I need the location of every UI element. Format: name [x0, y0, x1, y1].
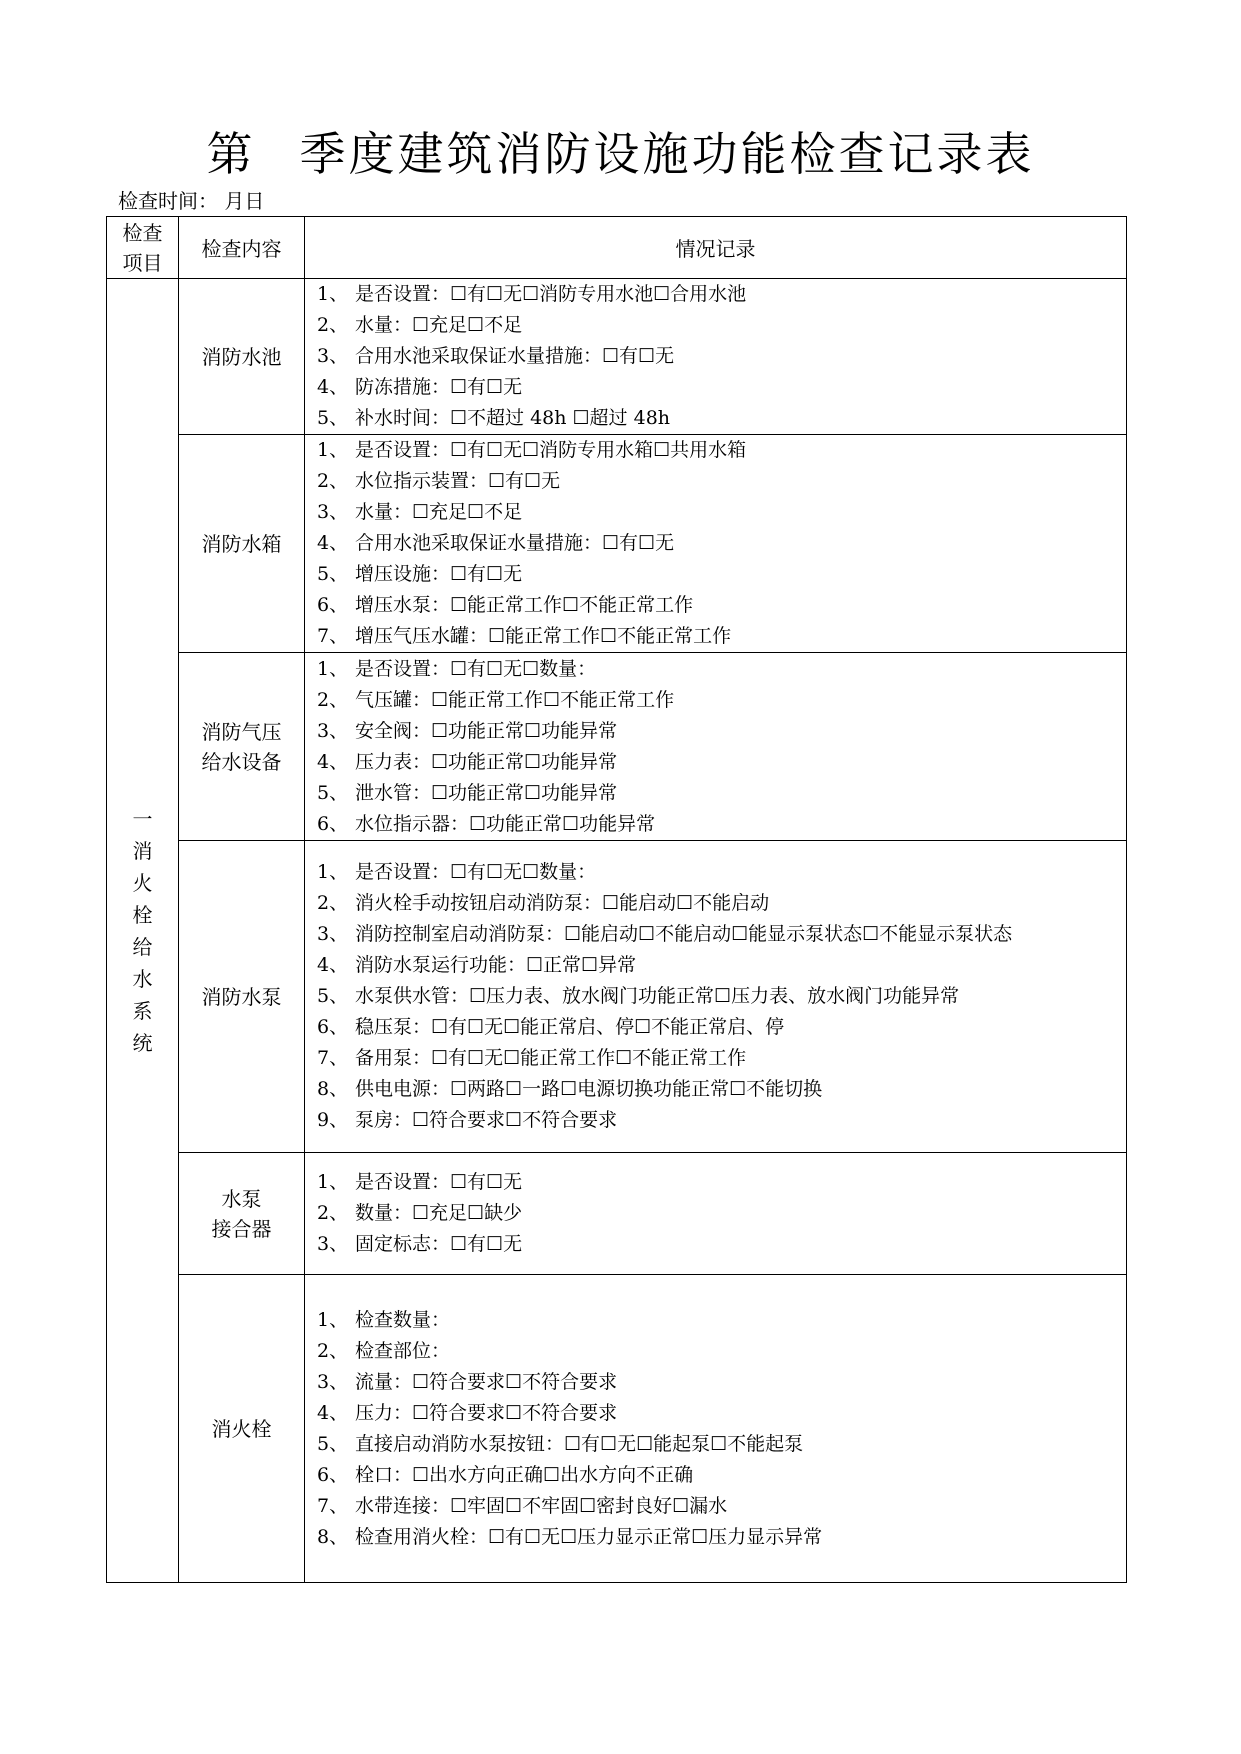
- record-line-number: 6、: [317, 812, 349, 835]
- page-title: [0, 118, 1241, 184]
- record-line-text: 泄水管：☐功能正常☐功能异常: [355, 781, 618, 804]
- record-line: [317, 1522, 1126, 1553]
- record-line: [317, 950, 1126, 981]
- record-line: [317, 372, 1126, 403]
- record-line: [317, 466, 1126, 497]
- record-line-text: 压力表：☐功能正常☐功能异常: [355, 750, 618, 773]
- check-content-label: 消防水池: [201, 344, 282, 369]
- record-cell: [305, 1153, 1127, 1275]
- record-line-text: 检查用消火栓：☐有☐无☐压力显示正常☐压力显示异常: [355, 1525, 823, 1548]
- record-line-number: 2、: [317, 892, 349, 914]
- record-line: [317, 310, 1126, 341]
- record-cell: [305, 279, 1127, 435]
- record-line-number: 5、: [317, 563, 349, 585]
- record-line-text: 合用水池采取保证水量措施：☐有☐无: [355, 532, 675, 554]
- record-line: [317, 1012, 1126, 1043]
- record-line: [317, 1105, 1126, 1136]
- record-line: [317, 621, 1126, 652]
- check-content-label: 水泵: [221, 1186, 262, 1211]
- header-check-item: [107, 217, 179, 279]
- record-line: [317, 1198, 1126, 1229]
- record-line-text: 水位指示装置：☐有☐无: [355, 470, 561, 492]
- record-line-number: 4、: [317, 1401, 349, 1424]
- record-line-text: 是否设置：☐有☐无☐消防专用水箱☐共用水箱: [355, 439, 747, 461]
- record-line-text: 检查部位：: [355, 1339, 451, 1362]
- record-line-number: 5、: [317, 1432, 349, 1455]
- record-line-text: 检查数量：: [355, 1308, 451, 1331]
- record-line-text: 是否设置：☐有☐无☐消防专用水池☐合用水池: [355, 283, 747, 305]
- record-line: [317, 497, 1126, 528]
- record-line: [317, 888, 1126, 919]
- record-line-text: 增压水泵：☐能正常工作☐不能正常工作: [355, 594, 694, 616]
- record-line-number: 6、: [317, 1016, 349, 1038]
- record-line: [317, 1043, 1126, 1074]
- title-prefix: 第: [206, 127, 256, 181]
- record-line: [317, 1429, 1126, 1460]
- record-line-text: 消防控制室启动消防泵：☐能启动☐不能启动☐能显示泵状态☐不能显示泵状态: [355, 923, 1013, 945]
- record-line-text: 消防水泵运行功能：☐正常☐异常: [355, 954, 637, 976]
- record-line-text: 是否设置：☐有☐无: [355, 1171, 523, 1193]
- record-line: [317, 590, 1126, 621]
- record-line-number: 3、: [317, 1370, 349, 1393]
- record-line: [317, 919, 1126, 950]
- record-line: [317, 1336, 1126, 1367]
- record-line-text: 泵房：☐符合要求☐不符合要求: [355, 1109, 618, 1131]
- record-line: [317, 1460, 1126, 1491]
- record-line-text: 是否设置：☐有☐无☐数量：: [355, 657, 597, 680]
- record-line-number: 3、: [317, 345, 349, 367]
- record-cell: [305, 435, 1127, 653]
- section-row: [107, 653, 1127, 841]
- record-line-number: 2、: [317, 470, 349, 492]
- record-line: [317, 654, 1126, 685]
- record-line-number: 3、: [317, 501, 349, 523]
- record-line-text: 增压设施：☐有☐无: [355, 563, 523, 585]
- check-content-label: 消防水箱: [201, 531, 282, 556]
- header-check-item-line1: 检查: [122, 220, 163, 245]
- record-line-number: 2、: [317, 314, 349, 336]
- record-cell: [305, 1275, 1127, 1583]
- record-line-number: 5、: [317, 985, 349, 1007]
- header-row: [107, 217, 1127, 279]
- record-line-text: 压力：☐符合要求☐不符合要求: [355, 1401, 618, 1424]
- record-line-number: 5、: [317, 407, 349, 429]
- check-content-cell: [179, 841, 305, 1153]
- header-record: 情况记录: [305, 217, 1127, 279]
- inspection-table-body: [107, 217, 1127, 1583]
- check-content-label: 给水设备: [201, 749, 282, 774]
- record-line: [317, 341, 1126, 372]
- record-line-text: 水泵供水管：☐压力表、放水阀门功能正常☐压力表、放水阀门功能异常: [355, 985, 960, 1007]
- section-row: [107, 279, 1127, 435]
- check-content-cell: [179, 279, 305, 435]
- record-line-text: 水量：☐充足☐不足: [355, 314, 523, 336]
- record-line: [317, 559, 1126, 590]
- check-content-label: 消防气压: [201, 719, 282, 744]
- record-line: [317, 809, 1126, 840]
- record-line-text: 气压罐：☐能正常工作☐不能正常工作: [355, 688, 675, 711]
- record-line: [317, 1367, 1126, 1398]
- record-line-text: 稳压泵：☐有☐无☐能正常启、停☐不能正常启、停: [355, 1016, 785, 1038]
- record-line-number: 4、: [317, 376, 349, 398]
- record-line: [317, 857, 1126, 888]
- header-check-item-line2: 项目: [122, 250, 163, 275]
- record-line-number: 3、: [317, 1233, 349, 1255]
- record-line-number: 9、: [317, 1109, 349, 1131]
- record-line: [317, 685, 1126, 716]
- record-line-number: 7、: [317, 625, 349, 647]
- record-line: [317, 435, 1126, 466]
- inspection-table: [106, 216, 1127, 1583]
- check-content-label: 消火栓: [211, 1416, 272, 1441]
- category-label: 一消火栓给水系统: [132, 806, 153, 1055]
- record-line: [317, 1398, 1126, 1429]
- record-line: [317, 403, 1126, 434]
- record-line-text: 增压气压水罐：☐能正常工作☐不能正常工作: [355, 625, 732, 647]
- section-row: [107, 1153, 1127, 1275]
- record-line-number: 1、: [317, 1308, 349, 1331]
- record-line-text: 安全阀：☐功能正常☐功能异常: [355, 719, 618, 742]
- record-line-number: 7、: [317, 1047, 349, 1069]
- record-line-number: 1、: [317, 283, 349, 305]
- record-line-text: 合用水池采取保证水量措施：☐有☐无: [355, 345, 675, 367]
- record-line-text: 数量：☐充足☐缺少: [355, 1202, 523, 1224]
- record-line-text: 备用泵：☐有☐无☐能正常工作☐不能正常工作: [355, 1047, 747, 1069]
- check-content-cell: [179, 653, 305, 841]
- section-row: [107, 1275, 1127, 1583]
- header-check-content: 检查内容: [179, 217, 305, 279]
- record-line-text: 水位指示器：☐功能正常☐功能异常: [355, 812, 656, 835]
- record-line-number: 1、: [317, 439, 349, 461]
- check-content-cell: [179, 435, 305, 653]
- record-line: [317, 528, 1126, 559]
- title-main: 季度建筑消防设施功能检查记录表: [299, 127, 1035, 181]
- record-line-number: 7、: [317, 1494, 349, 1517]
- record-line: [317, 747, 1126, 778]
- record-line: [317, 981, 1126, 1012]
- record-line-text: 防冻措施：☐有☐无: [355, 376, 523, 398]
- record-line: [317, 778, 1126, 809]
- record-line-number: 2、: [317, 1202, 349, 1224]
- check-content-label: 接合器: [211, 1216, 272, 1241]
- record-line-number: 1、: [317, 1171, 349, 1193]
- record-line-number: 2、: [317, 1339, 349, 1362]
- category-cell: [107, 279, 179, 1583]
- record-line-text: 消火栓手动按钮启动消防泵：☐能启动☐不能启动: [355, 892, 770, 914]
- record-line: [317, 1305, 1126, 1336]
- record-line-number: 4、: [317, 532, 349, 554]
- record-line-text: 栓口：☐出水方向正确☐出水方向不正确: [355, 1463, 694, 1486]
- section-row: [107, 841, 1127, 1153]
- record-line-number: 3、: [317, 923, 349, 945]
- record-line: [317, 1167, 1126, 1198]
- record-line-text: 是否设置：☐有☐无☐数量：: [355, 861, 597, 883]
- record-line-text: 水量：☐充足☐不足: [355, 501, 523, 523]
- record-line: [317, 1074, 1126, 1105]
- record-cell: [305, 653, 1127, 841]
- record-line-number: 2、: [317, 688, 349, 711]
- check-content-label: 消防水泵: [201, 984, 282, 1009]
- record-line-number: 4、: [317, 750, 349, 773]
- section-row: [107, 435, 1127, 653]
- check-content-cell: [179, 1275, 305, 1583]
- record-line: [317, 1229, 1126, 1260]
- record-line-text: 固定标志：☐有☐无: [355, 1233, 523, 1255]
- record-line-number: 4、: [317, 954, 349, 976]
- record-line-number: 5、: [317, 781, 349, 804]
- record-line-number: 1、: [317, 657, 349, 680]
- record-line-text: 补水时间：☐不超过 48h ☐超过 48h: [355, 407, 671, 429]
- record-line: [317, 1491, 1126, 1522]
- check-time: 检查时间： 月日: [118, 189, 265, 213]
- record-cell: [305, 841, 1127, 1153]
- record-line-number: 8、: [317, 1078, 349, 1100]
- record-line-number: 8、: [317, 1525, 349, 1548]
- record-line-number: 3、: [317, 719, 349, 742]
- record-line-text: 水带连接：☐牢固☐不牢固☐密封良好☐漏水: [355, 1494, 728, 1517]
- record-line-text: 直接启动消防水泵按钮：☐有☐无☐能起泵☐不能起泵: [355, 1432, 804, 1455]
- record-line: [317, 716, 1126, 747]
- record-line-text: 流量：☐符合要求☐不符合要求: [355, 1370, 618, 1393]
- record-line-number: 6、: [317, 594, 349, 616]
- record-line-number: 1、: [317, 861, 349, 883]
- record-line-number: 6、: [317, 1463, 349, 1486]
- record-line-text: 供电电源：☐两路☐一路☐电源切换功能正常☐不能切换: [355, 1078, 823, 1100]
- record-line: [317, 279, 1126, 310]
- check-content-cell: [179, 1153, 305, 1275]
